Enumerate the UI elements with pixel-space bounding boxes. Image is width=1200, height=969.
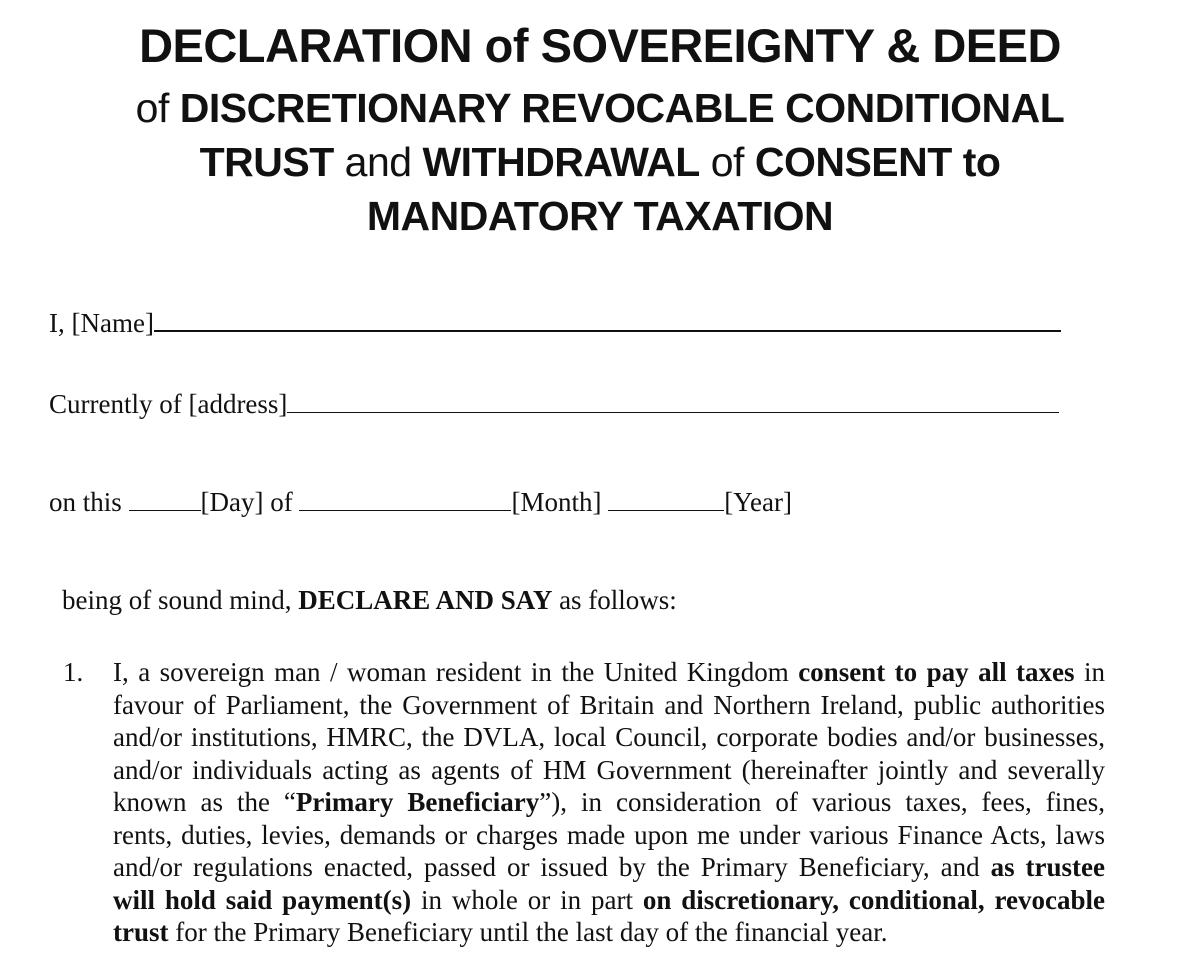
day-label: [Day] of <box>200 487 300 517</box>
clause-line <box>113 819 1105 852</box>
name-field-row <box>49 308 1061 337</box>
clause-body <box>113 656 1105 949</box>
clause-bold-text: trust <box>113 917 169 947</box>
document-title-line-2 <box>0 85 1200 131</box>
clause-bold-text: on discretionary, conditional, revocable <box>642 884 1105 915</box>
address-field-row <box>49 390 1059 418</box>
clause-line <box>113 916 1105 949</box>
clause-number: 1. <box>63 657 84 687</box>
clause-bold-text: consent to pay all taxes <box>798 657 1075 687</box>
month-blank-line[interactable] <box>299 488 511 511</box>
title-text: TRUST <box>199 139 334 185</box>
intro-text: as follows: <box>552 585 677 615</box>
clause-text: rents, duties, levies, demands or charges made upon me under various Finance Acts, laws <box>113 819 1105 850</box>
year-label: [Year] <box>724 487 792 517</box>
clause-text: I, a sovereign man / woman resident in the United Kingdom <box>113 657 799 687</box>
clause-text: and/or regulations enacted, passed or issued by the Primary Beneficiary, and <box>113 852 991 882</box>
name-label: I, [Name] <box>49 308 154 338</box>
clause-text: in whole or in part <box>411 884 643 915</box>
intro-bold-text: DECLARE AND SAY <box>298 585 553 615</box>
day-blank-line[interactable] <box>129 488 201 511</box>
month-label: [Month] <box>511 487 609 517</box>
clause-line <box>113 786 1105 819</box>
clause-bold-text: Primary Beneficiary <box>295 787 540 817</box>
title-text: of <box>135 85 180 131</box>
clause-text: favour of Parliament, the Government of Britain and Northern Ireland, public authorities <box>113 689 1105 720</box>
declaration-intro <box>62 587 677 614</box>
name-blank-line[interactable] <box>154 308 1061 332</box>
clause-line <box>113 689 1105 722</box>
clause-bold-text: will hold said payment(s) <box>113 884 412 915</box>
title-text: WITHDRAWAL <box>422 139 700 185</box>
clause-text: ”), in consideration of various taxes, fees, fines, <box>539 787 1105 817</box>
address-blank-line[interactable] <box>287 390 1059 413</box>
title-text: DISCRETIONARY REVOCABLE CONDITIONAL <box>179 85 1065 131</box>
document-title-line-4: MANDATORY TAXATION <box>366 193 834 239</box>
title-text: of <box>699 139 755 185</box>
clause-line <box>113 656 1105 689</box>
clause-text: and/or individuals acting as agents of HM Government (hereinafter jointly and severally <box>113 754 1105 785</box>
address-label: Currently of [address] <box>49 389 288 419</box>
clause-line <box>113 754 1105 787</box>
intro-text: being of sound mind, <box>62 585 299 615</box>
document-title-line-3 <box>0 139 1200 185</box>
title-text: and <box>333 139 423 185</box>
date-prefix: on this <box>49 487 129 517</box>
date-field-row <box>49 488 792 516</box>
clause-text: and/or institutions, HMRC, the DVLA, local Council, corporate bodies and/or businesses, <box>113 722 1105 752</box>
title-text: CONSENT to <box>754 139 1001 185</box>
clause-line <box>113 851 1105 884</box>
clause-text: for the Primary Beneficiary until the last day of the financial year. <box>168 917 888 947</box>
clause-text: known as the “ <box>113 787 296 817</box>
clause-bold-text: as trustee <box>990 852 1105 882</box>
clause-text: in <box>1074 657 1105 687</box>
clause-line <box>113 884 1105 917</box>
year-blank-line[interactable] <box>608 488 724 511</box>
clause-line <box>113 721 1105 754</box>
document-title-line-1: DECLARATION of SOVEREIGNTY & DEED <box>139 19 1061 72</box>
